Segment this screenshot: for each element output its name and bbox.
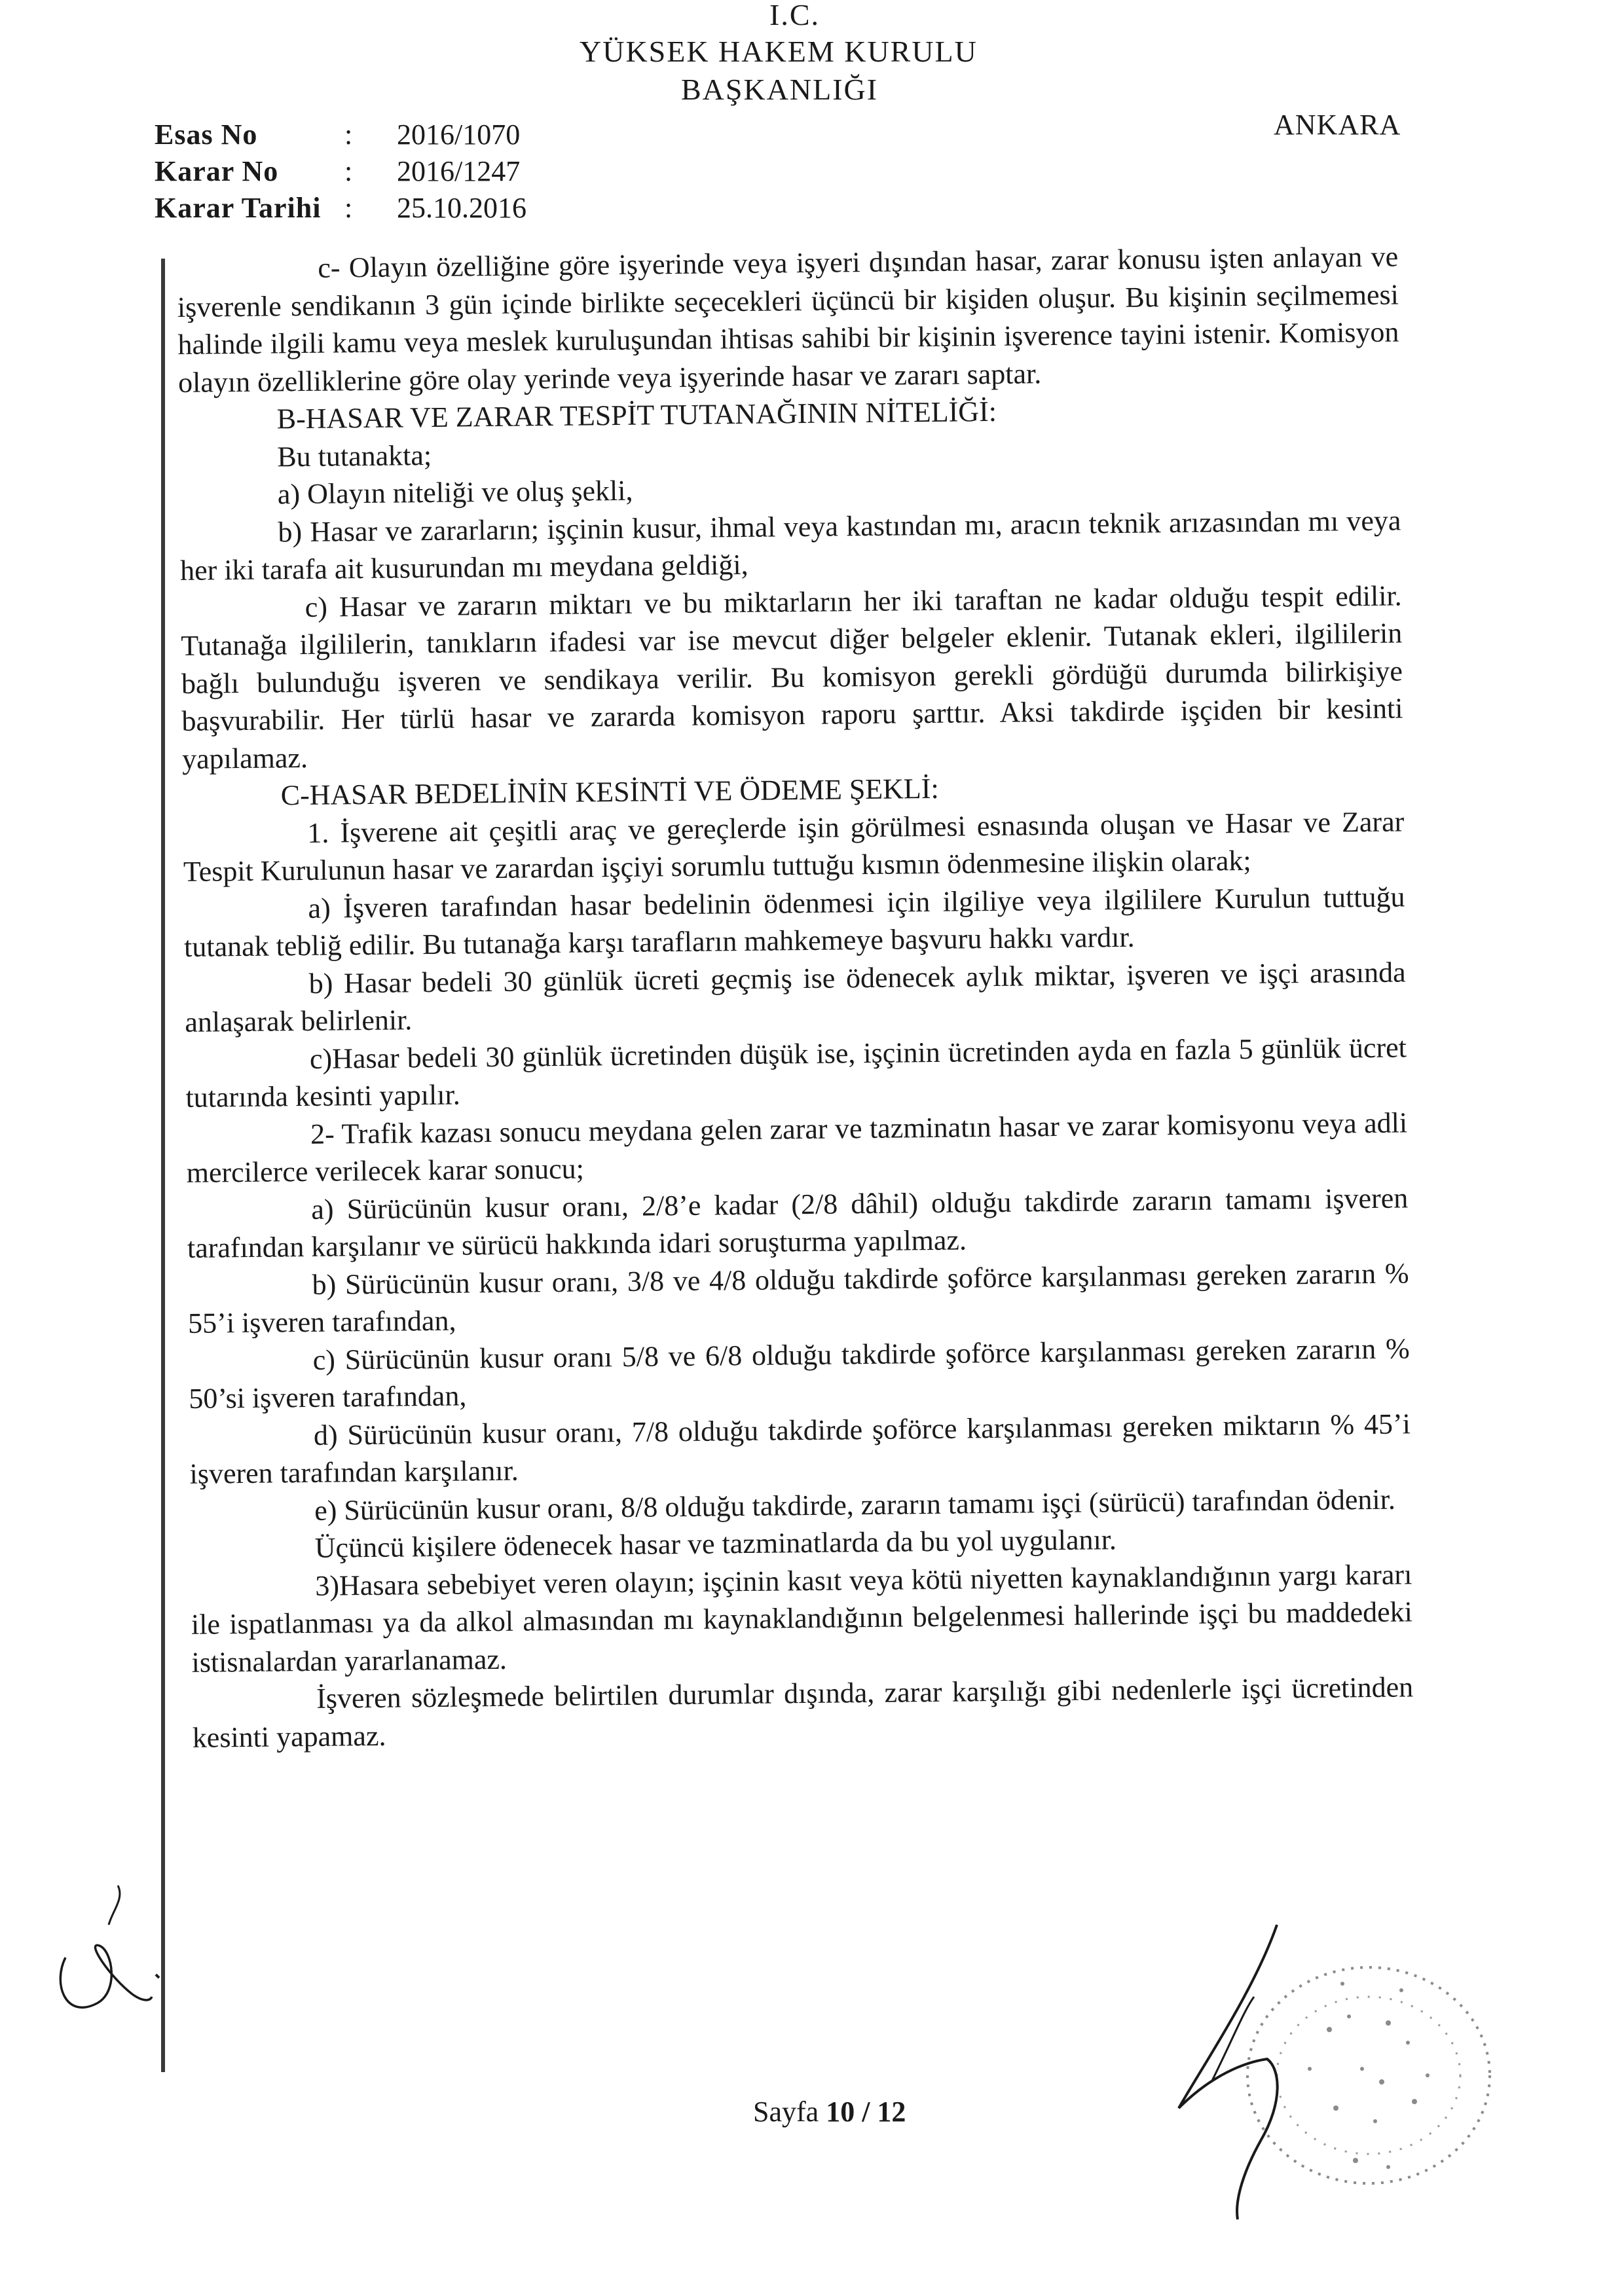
paragraph-isveren: İşveren sözleşmede belirtilen durumlar dışında, zarar karşılığı gibi nedenlerle işçi ücretinden kesinti yapamaz. [192, 1671, 1414, 1754]
left-initials-signature [39, 1872, 170, 2030]
paragraph-ucuncu-kisiler: Üçüncü kişilere ödenecek hasar ve tazminatlarda da bu yol uygulanır. [314, 1523, 1117, 1564]
page-label: Sayfa [753, 2096, 819, 2128]
header-top-partial: I.C. [769, 0, 820, 31]
header-city: ANKARA [1274, 109, 1401, 141]
page-number [753, 2095, 906, 2128]
list-item-b: b) Hasar ve zararların; işçinin kusur, ihmal veya kastından mı, aracın teknik arızasından mı veya her iki tarafa ait kusurundan mı meydana geldiği, [179, 503, 1401, 587]
meta-colon: : [344, 155, 353, 187]
document-body [177, 238, 1414, 1756]
meta-esas-value: 2016/1070 [397, 118, 521, 151]
official-stamp-and-signature [1113, 1912, 1519, 2252]
meta-tarih-label: Karar Tarihi [155, 192, 322, 224]
paragraph-2b: b) Sürücünün kusur oranı, 3/8 ve 4/8 olduğu takdirde şoförce karşılanması gereken zararın % 55’i işveren tarafından, [187, 1256, 1409, 1339]
meta-karar-value: 2016/1247 [397, 155, 521, 187]
page-total: 12 [877, 2096, 906, 2128]
page-current: 10 [826, 2096, 855, 2128]
paragraph-1a: a) İşveren tarafından hasar bedelinin ödenmesi için ilgiliye veya ilgililere Kurulun tuttuğu tutanak tebliğ edilir. Bu tutanağa karşı tarafların mahkemeye başvuru hakkı vardır. [183, 880, 1405, 963]
paragraph-3: 3)Hasara sebebiyet veren olayın; işçinin kasıt veya kötü niyetten kaynaklandığının yargı kararı ile ispatlanması ya da alkol almasından mı kaynaklandığının belgelenmesi hallerinde işçi bu maddedeki istisnalardan yararlanamaz. [191, 1558, 1413, 1679]
section-heading-c: C-HASAR BEDELİNİN KESİNTİ VE ÖDEME ŞEKLİ: [280, 772, 939, 812]
meta-karar-label: Karar No [155, 155, 279, 187]
paragraph-2: 2- Trafik kazası sonucu meydana gelen zarar ve tazminatın hasar ve zarar komisyonu veya adli mercilerce verilecek karar sonucu; [186, 1106, 1408, 1189]
paragraph-1c: c)Hasar bedeli 30 günlük ücretinden düşük ise, işçinin ücretinden ayda en fazla 5 günlük ücret tutarında kesinti yapılır. [185, 1030, 1407, 1114]
header-line-2: BAŞKANLIĞI [681, 73, 879, 106]
section-heading-b: B-HASAR VE ZARAR TESPİT TUTANAĞININ NİTELİĞİ: [276, 395, 997, 435]
paragraph-c-komisyon: c- Olayın özelliğine göre işyerinde veya işyeri dışından hasar, zarar konusu işten anlayan ve işverenle sendikanın 3 gün içinde birlikte seçecekleri üçüncü bir kişiden oluşur. Bu kişinin seçilmemesi halinde ilgili kamu veya meslek kuruluşundan ihtisas sahibi bir kişinin işverence tayini istenir. Komisyon olayın özelliklerine göre olay yerinde veya işyerinde hasar ve zararı saptar. [177, 240, 1399, 399]
list-item-c: c) Hasar ve zararın miktarı ve bu miktarların her iki taraftan ne kadar olduğu tespit edilir. Tutanağa ilgililerin, tanıkların ifadesi var ise mevcut diğer belgeler eklenir. Tutanak ekleri, ilgililerin bağlı bulunduğu işveren ve sendikaya verilir. Bu komisyon gerekli gördüğü durumda bilirkişiye başvurabilir. Her türlü hasar ve zararda komisyon raporu şarttır. Aksi takdirde işçiden bir kesinti yapılamaz. [181, 579, 1403, 775]
meta-colon: : [344, 192, 353, 224]
list-item-a: a) Olayın niteliği ve oluş şekli, [277, 474, 633, 511]
meta-colon: : [344, 118, 353, 151]
paragraph-2d: d) Sürücünün kusur oranı, 7/8 olduğu takdirde şoförce karşılanması gereken miktarın % 45’i işveren tarafından karşılanır. [189, 1407, 1411, 1490]
header-line-1: YÜKSEK HAKEM KURULU [580, 35, 978, 68]
paragraph-1b: b) Hasar bedeli 30 günlük ücreti geçmiş ise ödenecek aylık miktar, işveren ve işçi arasında anlaşarak belirlenir. [185, 955, 1406, 1038]
paragraph-1: 1. İşverene ait çeşitli araç ve gereçlerde işin görülmesi esnasında oluşan ve Hasar ve Zarar Tespit Kurulunun hasar ve zarardan işçiyi sorumlu tuttuğu kısmın ödenmesine ilişkin olarak; [183, 805, 1405, 888]
meta-esas-label: Esas No [155, 118, 258, 151]
paragraph-2a: a) Sürücünün kusur oranı, 2/8’e kadar (2/8 dâhil) olduğu takdirde zararın tamamı işveren tarafından karşılanır ve sürücü hakkında idari soruşturma yapılmaz. [187, 1181, 1409, 1264]
meta-tarih-value: 25.10.2016 [397, 192, 526, 224]
paragraph-tutanak-intro: Bu tutanakta; [277, 439, 432, 473]
paragraph-2c: c) Sürücünün kusur oranı 5/8 ve 6/8 olduğu takdirde şoförce karşılanması gereken zararın % 50’si işveren tarafından, [189, 1332, 1410, 1415]
paragraph-2e: e) Sürücünün kusur oranı, 8/8 olduğu takdirde, zararın tamamı işçi (sürücü) tarafından ödenir. [314, 1483, 1396, 1527]
left-margin-line [161, 259, 165, 2072]
page-separator: / [862, 2096, 870, 2128]
